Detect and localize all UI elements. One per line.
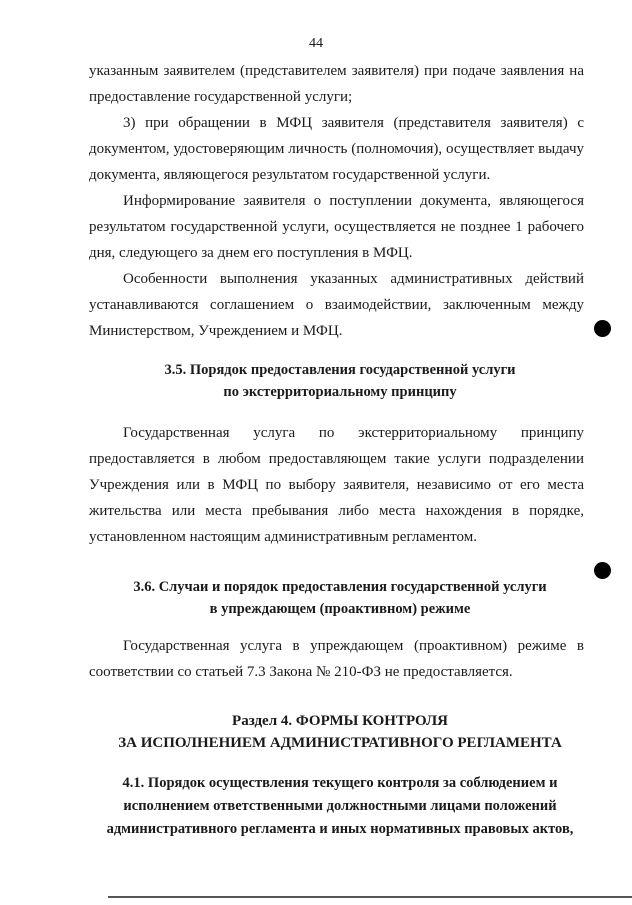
scan-edge-line [108, 896, 632, 898]
heading-line: Раздел 4. ФОРМЫ КОНТРОЛЯ [232, 713, 448, 729]
heading-line: административного регламента и иных нормативных правовых актов, [106, 821, 574, 837]
section-3-6-heading [60, 576, 620, 620]
paragraph: 3) при обращении в МФЦ заявителя (представителя заявителя) с документом, удостоверяющим личность (полномочия), осуществляет выдачу документа, являющегося результатом государственной услуги. [89, 115, 584, 183]
intro-text-block [89, 58, 584, 344]
paragraph: Государственная услуга по экстерриториальному принципу предоставляется в любом предоставляющем такие услуги подразделении Учреждения или в МФЦ по выбору заявителя, независимо от его места жительства или места пребывания либо места нахождения в порядке, установленном настоящим административным регламентом. [89, 425, 584, 545]
section-3-5-text [89, 420, 584, 550]
heading-line: 3.5. Порядок предоставления государственной услуги [164, 362, 516, 378]
page-number: 44 [309, 36, 323, 51]
section-4-1-heading [60, 772, 620, 841]
heading-line: 4.1. Порядок осуществления текущего контроля за соблюдением и [122, 775, 558, 791]
heading-line: ЗА ИСПОЛНЕНИЕМ АДМИНИСТРАТИВНОГО РЕГЛАМЕНТА [118, 735, 562, 751]
heading-line: в упреждающем (проактивном) режиме [209, 601, 471, 617]
binder-hole-mark [594, 320, 611, 337]
paragraph: Государственная услуга в упреждающем (проактивном) режиме в соответствии со статьей 7.3 Закона № 210-ФЗ не предоставляется. [89, 638, 584, 680]
paragraph: указанным заявителем (представителем заявителя) при подаче заявления на предоставление государственной услуги; [89, 63, 584, 105]
paragraph: Информирование заявителя о поступлении документа, являющегося результатом государственной услуги, осуществляется не позднее 1 рабочего дня, следующего за днем его поступления в МФЦ. [89, 193, 584, 261]
heading-line: 3.6. Случаи и порядок предоставления государственной услуги [133, 579, 547, 595]
heading-line: исполнением ответственными должностными лицами положений [123, 798, 557, 814]
section-3-6-text [89, 633, 584, 685]
binder-hole-mark [594, 562, 611, 579]
section-3-5-heading [60, 359, 620, 403]
section-4-heading [60, 710, 620, 754]
heading-line: по экстерриториальному принципу [223, 384, 457, 400]
paragraph: Особенности выполнения указанных административных действий устанавливаются соглашением о взаимодействии, заключенным между Министерством, Учреждением и МФЦ. [89, 271, 584, 339]
